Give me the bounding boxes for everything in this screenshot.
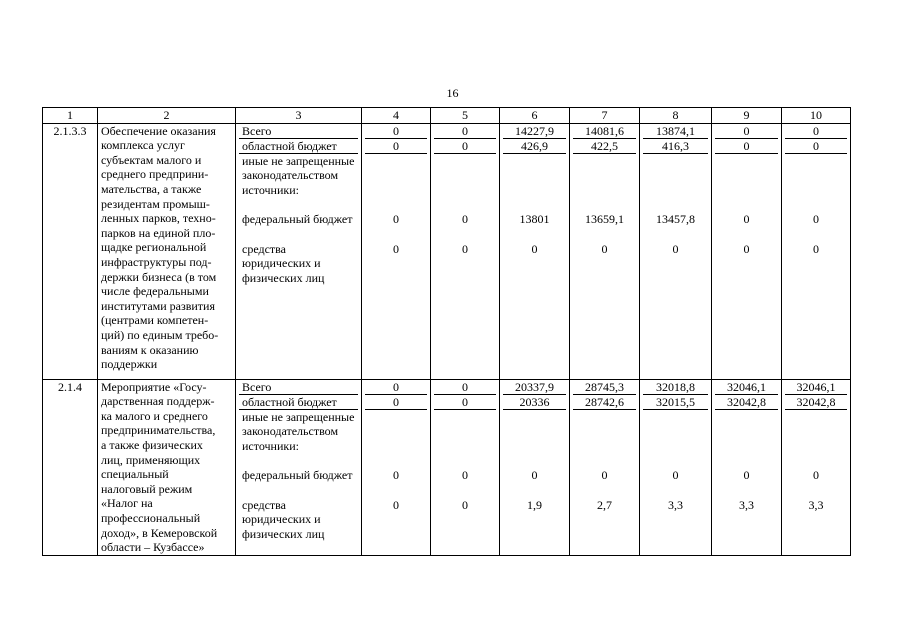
regional-value: 0 xyxy=(365,395,427,410)
total-value: 0 xyxy=(785,124,847,139)
legal-value: 2,7 xyxy=(597,497,612,512)
title-line: (центрами компетен- xyxy=(101,313,209,328)
regional-value: 20336 xyxy=(503,395,566,410)
federal-value: 13801 xyxy=(519,211,550,226)
other-sources-label: иные не запрещенные xyxy=(242,409,355,424)
value-cell xyxy=(640,379,712,555)
activity-title xyxy=(98,123,236,379)
title-line: Обеспечение оказания xyxy=(101,123,216,138)
column-header: 7 xyxy=(570,108,640,124)
total-value: 0 xyxy=(434,380,496,395)
title-line: числе федеральными xyxy=(101,284,209,299)
total-label: Всего xyxy=(239,380,358,395)
other-sources-label: иные не запрещенные xyxy=(242,153,355,168)
regional-value: 0 xyxy=(434,139,496,154)
other-sources-label: законодательством xyxy=(242,424,339,439)
federal-label: федеральный бюджет xyxy=(242,211,353,226)
column-header: 6 xyxy=(500,108,570,124)
regional-value: 0 xyxy=(785,139,847,154)
legal-value: 1,9 xyxy=(527,497,542,512)
value-cell xyxy=(570,379,640,555)
title-line: а также физических xyxy=(101,437,203,452)
legal-value: 0 xyxy=(813,241,819,256)
page-number: 16 xyxy=(446,86,459,100)
legal-value: 0 xyxy=(393,241,399,256)
total-value: 0 xyxy=(715,124,778,139)
header-row xyxy=(43,108,851,124)
total-value: 32046,1 xyxy=(785,380,847,395)
total-value: 32046,1 xyxy=(715,380,778,395)
value-cell xyxy=(640,123,712,379)
value-cell xyxy=(362,123,431,379)
federal-value: 0 xyxy=(813,211,819,226)
federal-value: 0 xyxy=(393,467,399,482)
federal-value: 0 xyxy=(743,211,750,226)
federal-value: 0 xyxy=(672,467,679,482)
federal-value: 0 xyxy=(393,211,399,226)
title-line: ваниям к оказанию xyxy=(101,342,199,357)
regional-value: 0 xyxy=(434,395,496,410)
title-line: среднего предприни- xyxy=(101,167,209,182)
legal-entities-label: средства xyxy=(242,241,287,256)
total-value: 14081,6 xyxy=(573,124,636,139)
legal-value: 0 xyxy=(462,497,468,512)
title-line: Мероприятие «Госу- xyxy=(101,379,207,394)
value-cell xyxy=(431,379,500,555)
value-cell xyxy=(431,123,500,379)
funding-source-cell xyxy=(236,379,362,555)
title-line: ций) по единым требо- xyxy=(101,327,219,342)
other-sources-label: источники: xyxy=(242,182,299,197)
legal-value: 0 xyxy=(672,241,679,256)
table-row xyxy=(43,123,851,379)
federal-value: 0 xyxy=(601,467,608,482)
legal-value: 3,3 xyxy=(668,497,683,512)
federal-value: 0 xyxy=(462,467,468,482)
title-line: налоговый режим xyxy=(101,481,193,496)
title-line: доход», в Кемеровской xyxy=(101,525,218,540)
activity-title xyxy=(98,379,236,555)
total-value: 0 xyxy=(365,380,427,395)
value-cell xyxy=(712,123,782,379)
total-value: 32018,8 xyxy=(643,380,708,395)
title-line: ка малого и среднего xyxy=(101,408,208,423)
legal-entities-label: физических лиц xyxy=(242,526,325,541)
title-line: профессиональный xyxy=(101,510,201,525)
legal-entities-label: средства xyxy=(242,497,287,512)
title-line: «Налог на xyxy=(101,496,153,511)
title-line: мательства, а также xyxy=(101,181,202,196)
value-cell xyxy=(362,379,431,555)
legal-value: 0 xyxy=(531,241,538,256)
title-line: комплекса услуг xyxy=(101,138,185,153)
column-header: 1 xyxy=(43,108,98,124)
legal-value: 0 xyxy=(743,241,750,256)
regional-value: 422,5 xyxy=(573,139,636,154)
federal-value: 0 xyxy=(531,467,538,482)
regional-value: 32042,8 xyxy=(785,395,847,410)
legal-value: 0 xyxy=(393,497,399,512)
column-header: 9 xyxy=(712,108,782,124)
total-value: 0 xyxy=(365,124,427,139)
funding-source-cell xyxy=(236,123,362,379)
column-header: 10 xyxy=(782,108,851,124)
regional-value: 416,3 xyxy=(643,139,708,154)
value-cell xyxy=(712,379,782,555)
regional-value: 0 xyxy=(365,139,427,154)
title-line: области – Кузбассе» xyxy=(101,540,205,555)
legal-value: 0 xyxy=(601,241,608,256)
title-line: парков на единой пло- xyxy=(101,225,216,240)
other-sources-label: законодательством xyxy=(242,168,339,183)
value-cell xyxy=(500,379,570,555)
value-cell xyxy=(570,123,640,379)
total-value: 28745,3 xyxy=(573,380,636,395)
row-code: 2.1.3.3 xyxy=(43,123,98,379)
budget-table xyxy=(42,107,851,556)
title-line: дарственная поддерж- xyxy=(101,394,215,409)
other-sources-label: источники: xyxy=(242,438,299,453)
value-cell xyxy=(782,379,851,555)
legal-value: 0 xyxy=(462,241,468,256)
column-header: 8 xyxy=(640,108,712,124)
federal-value: 13457,8 xyxy=(656,211,695,226)
title-line: резидентам промыш- xyxy=(101,196,210,211)
value-cell xyxy=(782,123,851,379)
regional-value: 426,9 xyxy=(503,139,566,154)
column-header: 2 xyxy=(98,108,236,124)
column-header: 5 xyxy=(431,108,500,124)
title-line: ленных парков, техно- xyxy=(101,211,216,226)
total-value: 20337,9 xyxy=(503,380,566,395)
total-value: 14227,9 xyxy=(503,124,566,139)
legal-value: 3,3 xyxy=(739,497,754,512)
regional-label: областной бюджет xyxy=(239,139,358,154)
legal-value: 3,3 xyxy=(808,497,824,512)
federal-value: 13659,1 xyxy=(585,211,624,226)
column-header: 4 xyxy=(362,108,431,124)
title-line: держки бизнеса (в том xyxy=(101,269,217,284)
federal-value: 0 xyxy=(462,211,468,226)
total-label: Всего xyxy=(239,124,358,139)
title-line: специальный xyxy=(101,467,169,482)
legal-entities-label: физических лиц xyxy=(242,270,325,285)
title-line: лиц, применяющих xyxy=(101,452,201,467)
regional-value: 0 xyxy=(715,139,778,154)
federal-value: 0 xyxy=(743,467,750,482)
federal-value: 0 xyxy=(813,467,819,482)
column-header: 3 xyxy=(236,108,362,124)
title-line: субъектам малого и xyxy=(101,152,202,167)
title-line: щадке региональной xyxy=(101,240,207,255)
legal-entities-label: юридических и xyxy=(242,512,321,527)
regional-value: 32015,5 xyxy=(643,395,708,410)
row-code: 2.1.4 xyxy=(43,379,98,555)
regional-value: 32042,8 xyxy=(715,395,778,410)
total-value: 0 xyxy=(434,124,496,139)
regional-value: 28742,6 xyxy=(573,395,636,410)
legal-entities-label: юридических и xyxy=(242,256,321,271)
regional-label: областной бюджет xyxy=(239,395,358,410)
title-line: поддержки xyxy=(101,357,158,372)
title-line: инфраструктуры под- xyxy=(101,254,212,269)
value-cell xyxy=(500,123,570,379)
title-line: институтами развития xyxy=(101,298,215,313)
federal-label: федеральный бюджет xyxy=(242,467,353,482)
title-line: предпринимательства, xyxy=(101,423,216,438)
total-value: 13874,1 xyxy=(643,124,708,139)
table-row xyxy=(43,379,851,555)
